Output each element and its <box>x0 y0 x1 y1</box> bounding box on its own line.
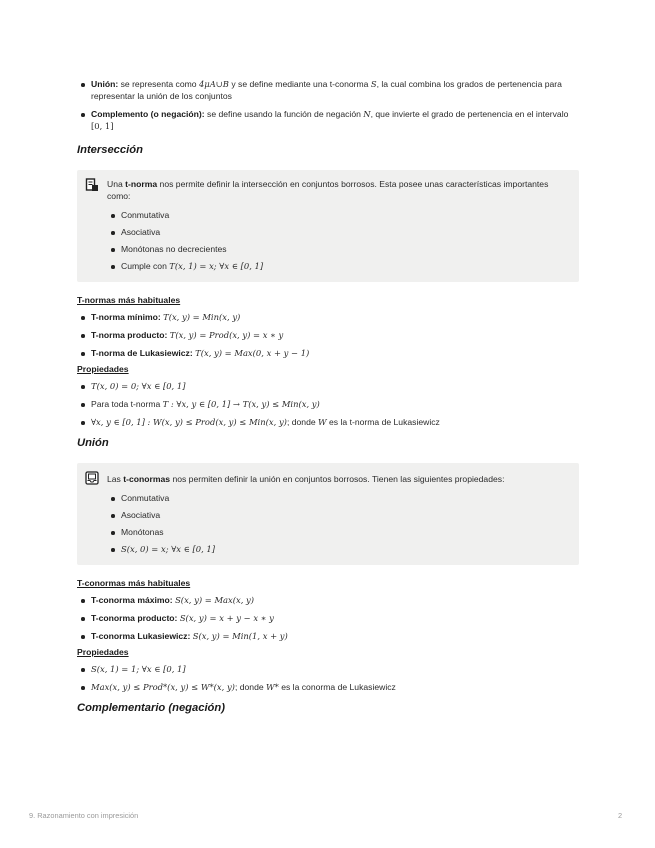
list-item: T(x, 0) = 0; ∀x ∈ [0, 1] <box>77 380 579 392</box>
callout-tnorma <box>77 170 579 282</box>
list-item: Max(x, y) ≤ Prod*(x, y) ≤ W*(x, y); donde W* es la conorma de Lukasiewicz <box>77 681 579 693</box>
list-item: Monótonas no decrecientes <box>107 243 569 255</box>
callout-tnorma-text: Una t-norma nos permite definir la intersección en conjuntos borrosos. Esta posee unas características importantes como: <box>107 179 549 201</box>
top-bullet-list <box>77 78 579 132</box>
list-item: T-conorma máximo: S(x, y) = Max(x, y) <box>77 594 579 606</box>
list-item: Monótonas <box>107 526 569 538</box>
heading-complementario: Complementario (negación) <box>77 702 225 714</box>
callout-tconorma <box>77 463 579 565</box>
heading-tconormas-habituales: T-conormas más habituales <box>77 578 191 588</box>
tnormas-list <box>77 311 579 359</box>
list-item: Conmutativa <box>107 209 569 221</box>
footer-page-number: 2 <box>618 811 623 820</box>
list-item: Para toda t-norma T : ∀x, y ∈ [0, 1] → T(x, y) ≤ Min(x, y) <box>77 398 579 410</box>
inbox-tray-icon <box>85 471 99 485</box>
document-clip-icon <box>85 178 99 192</box>
tconorma-propiedades-list <box>77 663 579 693</box>
tconorma-properties <box>107 492 569 555</box>
list-item-complement: Complemento (o negación): se define usando la función de negación N, que invierte el grado de pertenencia en el intervalo [0, 1] <box>77 108 579 132</box>
footer-chapter-title: 9. Razonamiento con impresición <box>29 811 139 820</box>
list-item: T-conorma producto: S(x, y) = x + y − x ∗ y <box>77 612 579 624</box>
list-item-union: Unión: se representa como 4μA∪B y se define mediante una t-conorma S, la cual combina los grados de pertenencia para representar la unión de los conjuntos <box>77 78 579 102</box>
callout-tconorma-text: Las t-conormas nos permiten definir la unión en conjuntos borrosos. Tienen las siguientes propiedades: <box>107 474 505 484</box>
heading-interseccion: Intersección <box>77 144 143 156</box>
list-item: T-norma producto: T(x, y) = Prod(x, y) = x ∗ y <box>77 329 579 341</box>
list-item: T-conorma Lukasiewicz: S(x, y) = Min(1, x + y) <box>77 630 579 642</box>
heading-propiedades-tconorma: Propiedades <box>77 647 129 657</box>
list-item: Conmutativa <box>107 492 569 504</box>
list-item: Asociativa <box>107 226 569 238</box>
list-item: T-norma mínimo: T(x, y) = Min(x, y) <box>77 311 579 323</box>
heading-tnormas-habituales: T-normas más habituales <box>77 295 181 305</box>
list-item: T-norma de Lukasiewicz: T(x, y) = Max(0, x + y − 1) <box>77 347 579 359</box>
tconormas-list <box>77 594 579 642</box>
list-item: S(x, 1) = 1; ∀x ∈ [0, 1] <box>77 663 579 675</box>
list-item: Asociativa <box>107 509 569 521</box>
list-item: Cumple con T(x, 1) = x; ∀x ∈ [0, 1] <box>107 260 569 272</box>
heading-propiedades-tnorma: Propiedades <box>77 364 129 374</box>
list-item: S(x, 0) = x; ∀x ∈ [0, 1] <box>107 543 569 555</box>
page-content <box>77 72 579 714</box>
tnorma-propiedades-list <box>77 380 579 428</box>
heading-union: Unión <box>77 437 109 449</box>
tnorma-properties <box>107 209 569 272</box>
list-item: ∀x, y ∈ [0, 1] : W(x, y) ≤ Prod(x, y) ≤ Min(x, y); donde W es la t-norma de Lukasiewicz <box>77 416 579 428</box>
